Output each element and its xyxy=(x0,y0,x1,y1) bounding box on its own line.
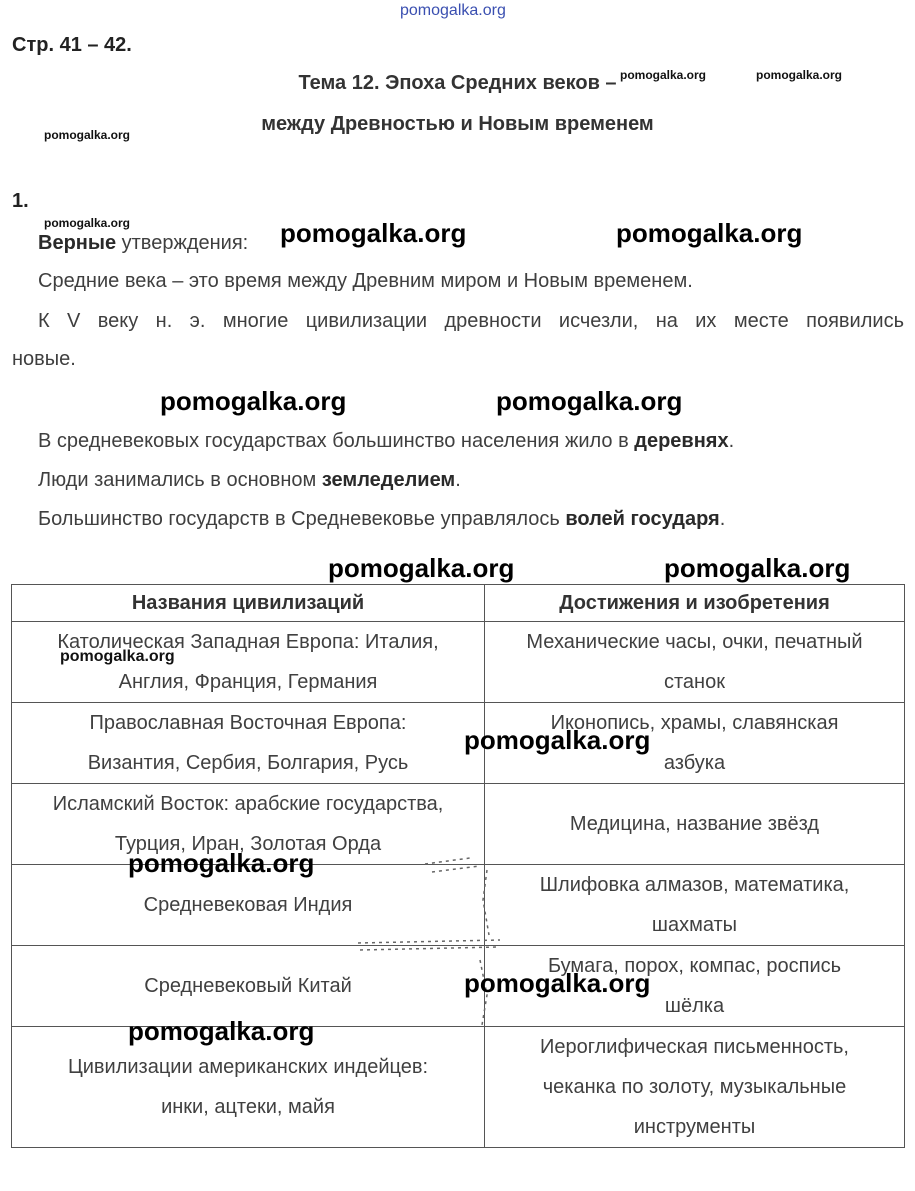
table-header-row xyxy=(12,585,905,622)
cell-line: шёлка xyxy=(664,995,725,1017)
cell-line: Механические часы, очки, печатный xyxy=(526,631,863,653)
watermark: pomogalka.org xyxy=(328,553,515,583)
true-statements-heading xyxy=(38,232,248,255)
cell-line: инки, ацтеки, майя xyxy=(161,1096,335,1118)
watermark: pomogalka.org xyxy=(160,386,347,416)
cell-line: Католическая Западная Европа: Италия, xyxy=(57,631,439,653)
watermark: pomogalka.org xyxy=(60,648,175,665)
watermark: pomogalka.org xyxy=(464,968,651,998)
statement-5 xyxy=(38,508,725,531)
statement-5-bold: волей государя xyxy=(565,508,720,530)
civilization-cell xyxy=(12,946,485,1027)
cell-line: Византия, Сербия, Болгария, Русь xyxy=(87,752,409,774)
cell-line: Турция, Иран, Золотая Орда xyxy=(114,833,382,855)
statement-4-bold: земледелием xyxy=(321,469,456,491)
statement-5-text: Большинство государств в Средневековье управлялось xyxy=(38,508,566,530)
cell-line: азбука xyxy=(663,752,726,774)
cell-line: Иероглифическая письменность, xyxy=(540,1036,849,1058)
watermark: pomogalka.org xyxy=(464,725,651,755)
cell-line: Медицина, название звёзд xyxy=(569,813,820,835)
watermark: pomogalka.org xyxy=(756,68,843,82)
watermark: pomogalka.org xyxy=(44,128,131,142)
cell-line: Англия, Франция, Германия xyxy=(118,671,378,693)
achievement-cell xyxy=(485,622,905,703)
achievement-cell xyxy=(485,1027,905,1148)
page-reference: Стр. 41 – 42. xyxy=(12,34,132,56)
statement-3 xyxy=(38,430,734,453)
watermark: pomogalka.org xyxy=(280,218,467,248)
achievement-cell xyxy=(485,784,905,865)
column-header-achievements: Достижения и изобретения xyxy=(485,585,905,622)
cell-line: чеканка по золоту, музыкальные xyxy=(542,1076,847,1098)
cell-line: Православная Восточная Европа: xyxy=(89,712,407,734)
watermark: pomogalka.org xyxy=(620,68,707,82)
watermark: pomogalka.org xyxy=(496,386,683,416)
statement-4-end: . xyxy=(455,469,461,491)
topic-title-line2: между Древностью и Новым временем xyxy=(261,113,654,135)
watermark: pomogalka.org xyxy=(128,1016,315,1046)
statement-4 xyxy=(38,469,461,492)
table-row xyxy=(12,703,905,784)
cell-line: Шлифовка алмазов, математика, xyxy=(539,874,850,896)
watermark: pomogalka.org xyxy=(664,553,851,583)
achievement-cell xyxy=(485,865,905,946)
statement-2-line2: новые. xyxy=(12,348,76,370)
cell-line: Средневековая Индия xyxy=(143,894,353,916)
statement-2-line1: К V веку н. э. многие цивилизации древности исчезли, на их месте появились xyxy=(38,310,904,332)
cell-line: Бумага, порох, компас, роспись xyxy=(547,955,842,977)
cell-line: Исламский Восток: арабские государства, xyxy=(52,793,444,815)
statement-3-text: В средневековых государствах большинство населения жило в xyxy=(38,430,635,452)
table-row xyxy=(12,946,905,1027)
heading-rest: утверждения: xyxy=(116,232,249,254)
statement-3-end: . xyxy=(728,430,735,452)
watermark: pomogalka.org xyxy=(128,848,315,878)
cell-line: станок xyxy=(664,671,725,693)
civilization-cell xyxy=(12,703,485,784)
cell-line: Цивилизации американских индейцев: xyxy=(67,1056,429,1078)
topic-title-line1: Тема 12. Эпоха Средних веков – xyxy=(298,72,617,94)
task-number: 1. xyxy=(12,190,29,212)
statement-1: Средние века – это время между Древним миром и Новым временем. xyxy=(38,270,693,292)
statement-3-bold: деревнях xyxy=(634,430,729,452)
watermark: pomogalka.org xyxy=(616,218,803,248)
heading-bold: Верные xyxy=(38,232,117,254)
watermark: pomogalka.org xyxy=(44,216,131,230)
cell-line: шахматы xyxy=(651,914,738,936)
statement-4-text: Люди занимались в основном xyxy=(38,469,322,491)
column-header-civilizations: Названия цивилизаций xyxy=(12,585,485,622)
cell-line: инструменты xyxy=(633,1116,756,1138)
cell-line: Средневековый Китай xyxy=(144,975,352,997)
watermark-top: pomogalka.org xyxy=(400,2,506,19)
cell-line: Иконопись, храмы, славянская xyxy=(550,712,839,734)
statement-5-end: . xyxy=(719,508,726,530)
